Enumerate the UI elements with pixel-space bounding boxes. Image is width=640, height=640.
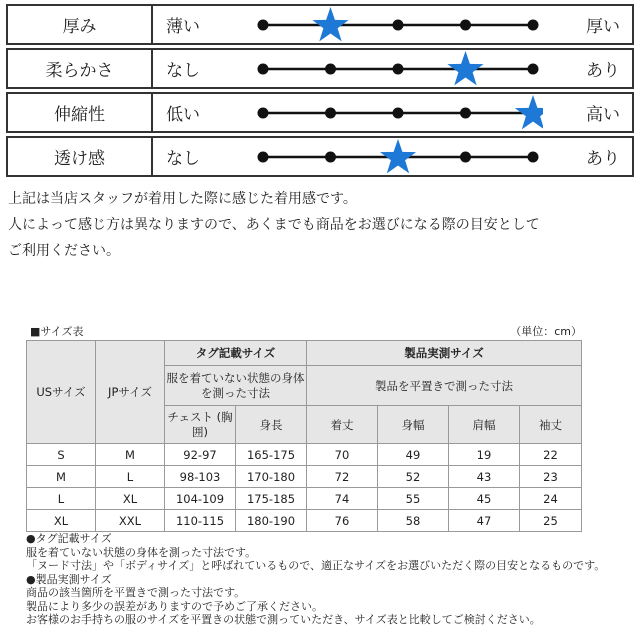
cell: 165-175 xyxy=(236,444,307,466)
scale-dot xyxy=(460,152,471,163)
feel-scale xyxy=(253,6,543,43)
footnote-line: 商品の該当箇所を平置きで測った寸法です。 xyxy=(26,586,246,599)
scale-dot xyxy=(258,64,269,75)
cell: 23 xyxy=(520,466,582,488)
actual-size-group: 製品実測サイズ xyxy=(307,341,582,366)
size-footnotes xyxy=(26,532,605,627)
cell: 45 xyxy=(449,488,520,510)
feel-label: 厚み xyxy=(8,6,153,43)
wear-feel-chart xyxy=(6,4,634,180)
cell: L xyxy=(96,466,165,488)
size-table-title: ■サイズ表 xyxy=(30,325,84,338)
cell: 70 xyxy=(307,444,378,466)
feel-low-label: 低い xyxy=(166,105,200,125)
scale-dot xyxy=(528,20,539,31)
feel-high-label: あり xyxy=(586,61,620,81)
col-length: 着丈 xyxy=(307,406,378,444)
scale-dot xyxy=(393,108,404,119)
feel-high-label: 高い xyxy=(586,105,620,125)
feel-label: 柔らかさ xyxy=(8,50,153,87)
cell: 98-103 xyxy=(165,466,236,488)
cell: M xyxy=(96,444,165,466)
cell: L xyxy=(27,488,96,510)
col-height: 身長 xyxy=(236,406,307,444)
size-table-unit: （単位：cm） xyxy=(510,325,582,338)
scale-dot xyxy=(393,20,404,31)
col-jp: JPサイズ xyxy=(96,341,165,444)
cell: 52 xyxy=(378,466,449,488)
footnote-line: ●タグ記載サイズ xyxy=(26,532,112,545)
col-chest: チェスト (胸囲) xyxy=(165,406,236,444)
cell: 43 xyxy=(449,466,520,488)
scale-svg xyxy=(253,94,543,131)
cell: 55 xyxy=(378,488,449,510)
cell: 22 xyxy=(520,444,582,466)
scale-dot xyxy=(460,108,471,119)
col-sleeve: 袖丈 xyxy=(520,406,582,444)
cell: 74 xyxy=(307,488,378,510)
feel-scale xyxy=(253,50,543,87)
cell: 92-97 xyxy=(165,444,236,466)
feel-row-stretch xyxy=(6,92,634,133)
scale-dot xyxy=(325,152,336,163)
scale-dot xyxy=(528,152,539,163)
feel-notes xyxy=(8,186,540,264)
scale-dot xyxy=(528,64,539,75)
cell: 49 xyxy=(378,444,449,466)
actual-size-desc: 製品を平置きで測った寸法 xyxy=(307,366,582,406)
footnote-line: 服を着ていない状態の身体を測った寸法です。 xyxy=(26,545,257,559)
table-row xyxy=(27,510,582,532)
scale-dot xyxy=(393,64,404,75)
feel-row-sheerness xyxy=(6,136,634,177)
footnote-line: 「ヌード寸法」や「ボディサイズ」と呼ばれているもので、適正なサイズをお選びいただく際の目安となるものです。 xyxy=(26,559,606,572)
cell: M xyxy=(27,466,96,488)
scale-dot xyxy=(258,108,269,119)
cell: 58 xyxy=(378,510,449,532)
footnote-line: 製品により多少の誤差がありますので予めご了承ください。 xyxy=(26,599,323,613)
feel-label: 透け感 xyxy=(8,138,153,175)
footnote-line: ●製品実測サイズ xyxy=(26,572,112,586)
scale-svg xyxy=(253,6,543,43)
table-row xyxy=(27,488,582,510)
footnote-line: お客様のお手持ちの服のサイズを平置きの状態で測っていただき、サイズ表と比較してご検討ください。 xyxy=(26,613,541,626)
feel-high-label: あり xyxy=(586,149,620,169)
cell: 76 xyxy=(307,510,378,532)
cell: 175-185 xyxy=(236,488,307,510)
feel-low-label: 薄い xyxy=(166,17,200,37)
scale-dot xyxy=(258,20,269,31)
cell: 25 xyxy=(520,510,582,532)
feel-low-label: なし xyxy=(166,149,200,169)
feel-high-label: 厚い xyxy=(586,17,620,37)
cell: 170-180 xyxy=(236,466,307,488)
cell: 110-115 xyxy=(165,510,236,532)
col-width: 身幅 xyxy=(378,406,449,444)
cell: 180-190 xyxy=(236,510,307,532)
feel-row-thickness xyxy=(6,4,634,45)
cell: 47 xyxy=(449,510,520,532)
col-shoulder: 肩幅 xyxy=(449,406,520,444)
size-table xyxy=(26,340,582,532)
cell: 24 xyxy=(520,488,582,510)
tag-size-group: タグ記載サイズ xyxy=(165,341,307,366)
scale-dot xyxy=(325,108,336,119)
cell: XL xyxy=(96,488,165,510)
note-line: ご利用ください。 xyxy=(8,243,120,259)
feel-scale xyxy=(253,94,543,131)
table-row xyxy=(27,444,582,466)
tag-size-desc: 服を着ていない状態の身体を測った寸法 xyxy=(165,366,307,406)
col-us: USサイズ xyxy=(27,341,96,444)
cell: S xyxy=(27,444,96,466)
table-row xyxy=(27,466,582,488)
cell: XL xyxy=(27,510,96,532)
scale-dot xyxy=(460,20,471,31)
feel-low-label: なし xyxy=(166,61,200,81)
cell: 19 xyxy=(449,444,520,466)
note-line: 人によって感じ方は異なりますので、あくまでも商品をお選びになる際の目安として xyxy=(8,217,540,233)
scale-dot xyxy=(325,64,336,75)
cell: 72 xyxy=(307,466,378,488)
feel-scale xyxy=(253,138,543,175)
feel-label: 伸縮性 xyxy=(8,94,153,131)
scale-svg xyxy=(253,50,543,87)
cell: 104-109 xyxy=(165,488,236,510)
feel-row-softness xyxy=(6,48,634,89)
cell: XXL xyxy=(96,510,165,532)
scale-svg xyxy=(253,138,543,175)
scale-dot xyxy=(258,152,269,163)
note-line: 上記は当店スタッフが着用した際に感じた着用感です。 xyxy=(8,191,357,207)
